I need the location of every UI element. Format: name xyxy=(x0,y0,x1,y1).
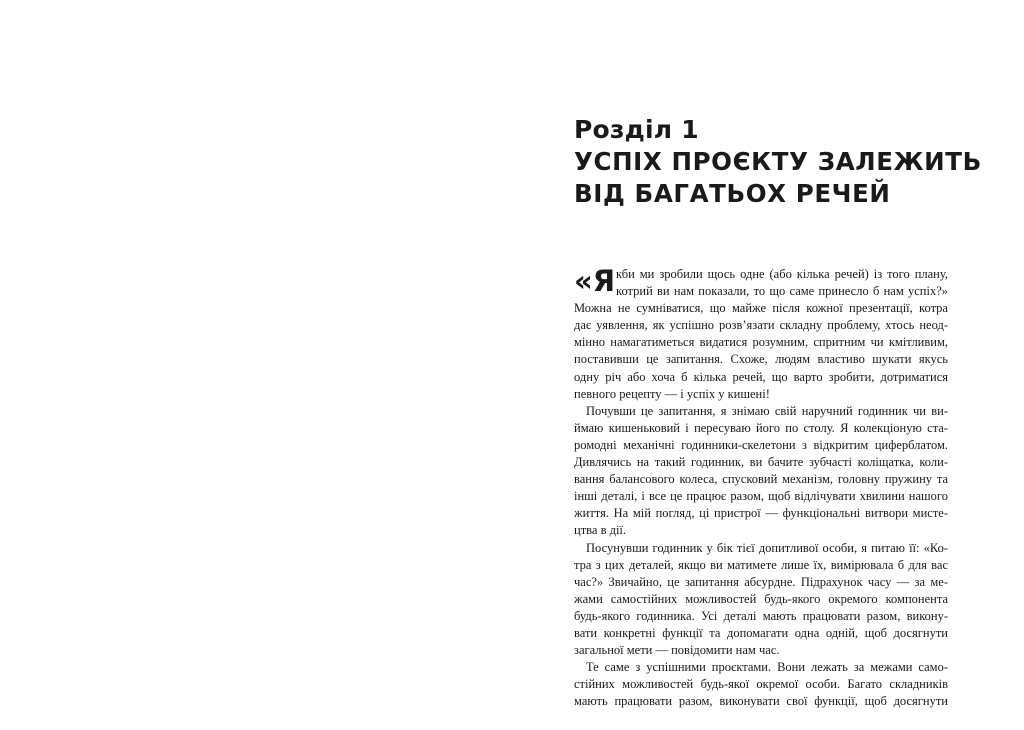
chapter-title-line: ВІД БАГАТЬОХ РЕЧЕЙ xyxy=(574,179,891,208)
first-paragraph-start xyxy=(574,266,948,300)
text-line: жами самостійних можливостей будь-якого окремого компонента xyxy=(574,591,948,606)
chapter-heading xyxy=(574,114,994,210)
text-line: Почувши це запитання, я знімаю свій наручний годинник чи ви- xyxy=(586,403,948,418)
text-line: мають працювати разом, виконувати свої функції, щоб досягнути xyxy=(574,694,948,709)
text-line: Дивлячись на такий годинник, ви бачите зубчасті коліщатка, коли- xyxy=(574,455,948,470)
text-line: мінно намагатиметься видатися розумним, спритним чи кмітливим, xyxy=(574,335,948,350)
text-line: життя. На мій погляд, ці пристрої — функціональні витвори мисте- xyxy=(574,506,948,521)
chapter-number: Розділ 1 xyxy=(574,115,699,144)
text-line: котрий ви нам показали, то що саме принесло б нам успіх?» xyxy=(616,284,948,299)
text-line: певного рецепту — і успіх у кишені! xyxy=(574,386,770,401)
text-line: вати конкретні функції та допомагати одна одній, щоб досягнути xyxy=(574,625,948,640)
text-line: Те саме з успішними проєктами. Вони лежать за межами само- xyxy=(586,660,948,675)
text-line: одну річ або хоча б кілька речей, що варто зробити, дотриматися xyxy=(574,369,948,384)
text-line: інші деталі, і все це працює разом, щоб відлічувати хвилини нашого xyxy=(574,489,948,504)
text-line: кби ми зробили щось одне (або кілька речей) із того плану, xyxy=(616,267,948,281)
text-line: загальної мети — повідомити нам час. xyxy=(574,643,780,658)
body-text xyxy=(574,266,948,710)
text-line: ромодні механічні годинники-скелетони з відкритим циферблатом. xyxy=(574,437,948,452)
text-line: дає уявлення, як успішно розв’язати складну проблему, хтось неод- xyxy=(574,318,948,333)
drop-cap: «Я xyxy=(574,264,616,298)
text-line: час?» Звичайно, це запитання абсурдне. Підрахунок часу — за ме- xyxy=(574,574,948,589)
chapter-title-line: УСПІХ ПРОЄКТУ ЗАЛЕЖИТЬ xyxy=(574,147,982,176)
text-line: ймаю кишеньковий і пересуваю його по столу. Я колекціоную ста- xyxy=(574,420,948,435)
text-line: Можна не сумніватися, що майже після кожної презентації, котра xyxy=(574,301,948,316)
text-line: стійних можливостей будь-якої окремої особи. Багато складників xyxy=(574,677,948,692)
text-line: будь-якого годинника. Усі деталі мають працювати разом, викону- xyxy=(574,608,948,623)
text-line: Посунувши годинник у бік тієї допитливої особи, я питаю її: «Ко- xyxy=(586,540,948,555)
text-line: цтва в дії. xyxy=(574,523,627,538)
text-line: поставивши це запитання. Схоже, людям властиво шукати якусь xyxy=(574,352,948,367)
text-line: вання балансового колеса, спусковий механізм, головну пружину та xyxy=(574,472,948,487)
text-line: тра з цих деталей, якщо ви матимете лише їх, вимірювала б для вас xyxy=(574,557,948,572)
